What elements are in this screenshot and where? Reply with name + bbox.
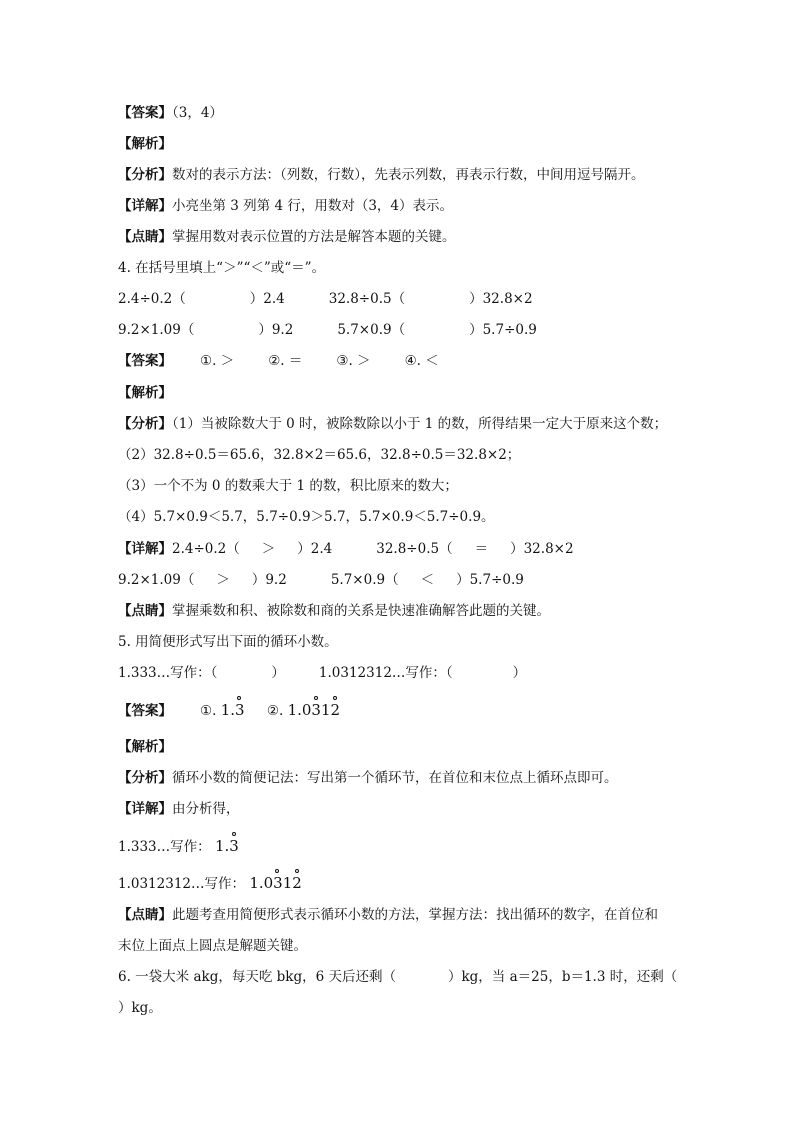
q4-xj-row2-c: 5.7×0.9（ (330, 572, 399, 588)
q5-row-c: 1.0312312…写作：（ (318, 665, 453, 681)
q5-dianjing-line (118, 906, 658, 924)
q5-row-b: ） (271, 665, 285, 681)
fenxi-tag: 【分析】 (118, 167, 172, 183)
answer-tag: 【答案】 (118, 703, 172, 719)
q4-answer-3: ③. ＞ (336, 353, 371, 369)
xiangjie-tag: 【详解】 (118, 541, 172, 557)
q4-answer-1: ①. ＞ (200, 353, 235, 369)
q6-line1 (118, 968, 677, 986)
repeat-dot-icon (232, 832, 236, 836)
q4-xj-fill-3: ＞ (216, 572, 230, 588)
repeat-digit: 3 (235, 701, 245, 719)
q4-fenxi-2: （2）32.8÷0.5＝65.6，32.8×2＝65.6，32.8÷0.5＝32.8×2； (118, 447, 521, 463)
q4-row2-b: ）9.2 (258, 322, 294, 338)
xiangjie-tag: 【详解】 (118, 801, 172, 817)
xiangjie-tag: 【详解】 (118, 198, 172, 214)
q5-fenxi-line (118, 769, 618, 787)
q4-xj-row2-a: 9.2×1.09（ (118, 572, 195, 588)
q4-fenxi-4: （4）5.7×0.9＜5.7，5.7÷0.9＞5.7，5.7×0.9＜5.7÷0.9。 (118, 509, 495, 525)
q4-row1 (118, 290, 533, 308)
q4-answer-line (118, 352, 439, 370)
q4-answer-2: ②. ＝ (268, 353, 303, 369)
q4-xj-row1-c: 32.8÷0.5（ (376, 541, 453, 557)
q5-row-d: ） (512, 665, 527, 681)
q4-xj-fill-1: ＞ (261, 541, 276, 557)
q4-row2-a: 9.2×1.09（ (118, 322, 195, 338)
q5-analysis-tag: 【解析】 (118, 739, 172, 755)
repeat-digit: 3 (273, 874, 283, 892)
q4-row1-b: ）2.4 (249, 291, 285, 307)
q5-xj-1-text: 1.333…写作： (118, 839, 211, 855)
q5-answer-2-label: ②. (266, 703, 284, 719)
q5-row-a: 1.333…写作：（ (118, 665, 218, 681)
q3-dianjing-line (118, 228, 456, 246)
repeat-dot-icon (314, 696, 318, 700)
q5-answer-1 (221, 701, 245, 719)
q4-xj-row2-d: ）5.7÷0.9 (456, 572, 524, 588)
dianjing-tag: 【点睛】 (118, 229, 172, 245)
repeat-digit: 3 (229, 837, 239, 855)
q3-xiangjie: 小亮坐第 3 列第 4 行，用数对（3，4）表示。 (172, 198, 454, 214)
dianjing-tag: 【点睛】 (118, 907, 172, 923)
q6-line2: ）kg。 (118, 1000, 162, 1016)
repeat-digit: 3 (311, 701, 321, 719)
q5-xiangjie-line (118, 800, 240, 818)
q5-xiangjie: 由分析得， (172, 801, 240, 817)
q4-xj-fill-2: ＝ (474, 541, 489, 557)
q4-row1-d: ）32.8×2 (469, 291, 533, 307)
q3-answer-line (118, 104, 223, 122)
answer-tag: 【答案】 (118, 353, 172, 369)
q5-xj-2-text: 1.0312312…写作： (118, 876, 246, 892)
q3-xiangjie-line (118, 197, 453, 215)
rep-pre: 1.0 (287, 701, 312, 719)
q3-analysis-tag: 【解析】 (118, 136, 172, 152)
q4-xj-row1-b: ）2.4 (297, 541, 333, 557)
q4-fenxi-1: （1）当被除数大于 0 时，被除数除以小于 1 的数，所得结果一定大于原来这个数； (172, 416, 668, 432)
q4-row2-d: ）5.7÷0.9 (469, 322, 537, 338)
q5-dianjing-2: 末位上面点上圆点是解题关键。 (118, 938, 307, 954)
q4-xj-row2-b: ）9.2 (251, 572, 287, 588)
q5-title: 5. 用简便形式写出下面的循环小数。 (118, 634, 338, 650)
q4-dianjing-line (118, 602, 550, 620)
q4-xiangjie-row1 (118, 540, 574, 558)
q5-xj-1-value: 1. 3 (215, 837, 239, 855)
q4-xj-fill-4: ＜ (420, 572, 435, 588)
q3-answer: （3，4） (172, 105, 223, 121)
q5-xj-2 (118, 874, 302, 893)
q5-fenxi: 循环小数的简便记法：写出第一个循环节，在首位和末位点上循环点即可。 (172, 770, 618, 786)
q4-xj-row1-a: 2.4÷0.2（ (172, 541, 240, 557)
q5-answer-line (118, 701, 340, 720)
q5-answer-1-label: ①. (200, 703, 217, 719)
repeat-dot-icon (237, 696, 241, 700)
rep-int: 1. (220, 701, 236, 719)
repeat-digit: 2 (331, 701, 341, 719)
q6-line1-b: ）kg，当 a＝25，b＝1.3 时，还剩（ (447, 969, 678, 985)
repeat-dot-icon (295, 869, 299, 873)
fenxi-tag: 【分析】 (118, 770, 172, 786)
q4-fenxi-line (118, 415, 667, 433)
q4-row1-c: 32.8÷0.5（ (328, 291, 406, 307)
q5-xj-2-value: 1.0 31 2 (249, 874, 302, 892)
q4-answer-4: ④. ＜ (404, 353, 439, 369)
q3-dianjing: 掌握用数对表示位置的方法是解答本题的关键。 (172, 229, 456, 245)
q5-answer-2 (288, 701, 341, 719)
q5-row (118, 664, 526, 682)
q4-xj-row1-d: ）32.8×2 (510, 541, 574, 557)
q3-fenxi-line (118, 166, 645, 184)
q4-row2 (118, 321, 537, 339)
q4-analysis-tag: 【解析】 (118, 385, 172, 401)
q4-fenxi-3: （3）一个不为 0 的数乘大于 1 的数，积比原来的数大； (118, 478, 458, 494)
repeat-digit: 2 (292, 874, 302, 892)
q4-dianjing: 掌握乘数和积、被除数和商的关系是快速准确解答此题的关键。 (172, 603, 550, 619)
q4-xiangjie-row2 (118, 571, 524, 589)
q4-title: 4. 在括号里填上“＞”“＜”或“＝”。 (118, 260, 326, 276)
repeat-dot-icon (333, 696, 337, 700)
q6-line1-a: 6. 一袋大米 akg，每天吃 bkg，6 天后还剩（ (118, 969, 396, 985)
q5-xj-1 (118, 837, 239, 856)
fenxi-tag: 【分析】 (118, 416, 172, 432)
q5-dianjing-1: 此题考查用简便形式表示循环小数的方法，掌握方法：找出循环的数字，在首位和 (172, 907, 658, 923)
q3-fenxi: 数对的表示方法：（列数，行数），先表示列数，再表示行数，中间用逗号隔开。 (172, 167, 645, 183)
rep-mid: 1 (320, 701, 331, 719)
dianjing-tag: 【点睛】 (118, 603, 172, 619)
q4-row2-c: 5.7×0.9（ (337, 322, 406, 338)
answer-tag: 【答案】 (118, 105, 172, 121)
q4-row1-a: 2.4÷0.2（ (118, 291, 186, 307)
repeat-dot-icon (275, 869, 279, 873)
